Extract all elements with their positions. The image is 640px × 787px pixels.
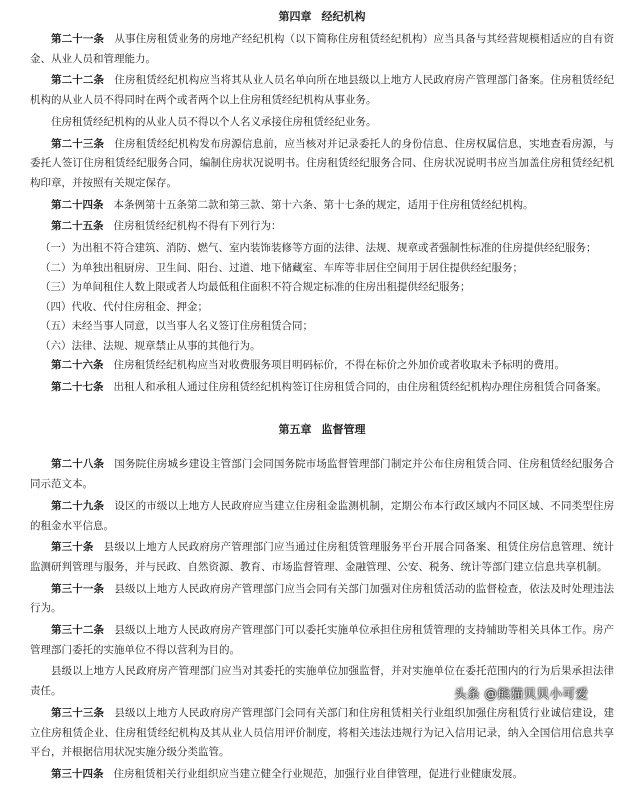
list-item: （二）为单独出租厨房、卫生间、阳台、过道、地下储藏室、车库等非居住空间用于居住提供经纪服务； bbox=[40, 261, 523, 274]
article: 第二十二条 住房租赁经纪机构应当将其从业人员名单向所在地县级以上地方人民政府房产管理部门备案。住房租赁经纪机构的从业人员不得同时在两个或者两个以上住房租赁经纪机构从事业务。 bbox=[30, 74, 615, 107]
chapter-number: 第四章 bbox=[278, 10, 312, 23]
list-item: （一）为出租不符合建筑、消防、燃气、室内装饰装修等方面的法律、法规、规章或者强制性标准的住房提供经纪服务； bbox=[40, 242, 597, 255]
article: 第二十三条 住房租赁经纪机构发布房源信息前，应当核对并记录委托人的身份信息、住房权属信息，实地查看房源，与委托人签订住房租赁经纪服务合同，编制住房状况说明书。住房租赁经纪服务合同、住房状况说明书应当加盖住房租赁经纪机构印章，并按照有关规定保存。 bbox=[30, 137, 615, 189]
chapter-5-heading bbox=[30, 415, 614, 455]
article: 第三十一条 县级以上地方人民政府房产管理部门应当会同有关部门加强对住房租赁活动的监督检查，依法及时处理违法行为。 bbox=[30, 582, 615, 615]
chapter-4-heading bbox=[30, 0, 614, 30]
list-item: （四）代收、代付住房租金、押金； bbox=[40, 300, 208, 313]
article: 第二十七条 出租人和承租人通过住房租赁经纪机构签订住房租赁合同的，由住房租赁经纪机构办理住房租赁合同备案。 bbox=[51, 380, 607, 393]
chapter-number: 第五章 bbox=[278, 423, 312, 437]
article: 第二十六条 住房租赁经纪机构应当对收费服务项目明码标价，不得在标价之外加价或者收取未予标明的费用。 bbox=[51, 359, 565, 372]
article: 第二十八条 国务院住房城乡建设主管部门会同国务院市场监督管理部门制定并公布住房租赁合同、住房租赁经纪服务合同示范文本。 bbox=[30, 458, 615, 491]
article: 第二十四条 本条例第十五条第二款和第三款、第十六条、第十七条的规定，适用于住房租赁经纪机构。 bbox=[51, 198, 534, 211]
article: 第三十四条 住房租赁相关行业组织应当建立健全行业规范，加强行业自律管理，促进行业健康发展。 bbox=[51, 767, 523, 780]
article: 第二十一条 从事住房租赁业务的房地产经纪机构（以下简称住房租赁经纪机构）应当具备与其经营规模相适应的自有资金、从业人员和管理能力。 bbox=[30, 33, 615, 65]
article-paragraph: 县级以上地方人民政府房产管理部门应当对其委托的实施单位加强监督，并对实施单位在委托范围内的行为后果承担法律责任。 bbox=[30, 665, 614, 698]
article: 第二十九条 设区的市级以上地方人民政府应当建立住房租金监测机制，定期公布本行政区域内不同区域、不同类型住房的租金水平信息。 bbox=[30, 499, 615, 532]
source-watermark bbox=[454, 684, 589, 702]
chapter-title: 经纪机构 bbox=[321, 10, 366, 23]
chapter-title: 监督管理 bbox=[321, 423, 366, 437]
list-item: （六）法律、法规、规章禁止从事的其他行为。 bbox=[40, 339, 261, 352]
list-item: （三）为单间租住人数上限或者人均最低租住面积不符合规定标准的住房出租提供经纪服务； bbox=[40, 281, 471, 294]
watermark-prefix: 头条 bbox=[454, 686, 481, 701]
list-item: （五）未经当事人同意，以当事人名义签订住房租赁合同； bbox=[40, 320, 313, 333]
article-paragraph: 住房租赁经纪机构的从业人员不得以个人名义承接住房租赁经纪业务。 bbox=[51, 115, 377, 128]
article: 第三十三条 县级以上地方人民政府房产管理部门会同有关部门和住房租赁相关行业组织加强住房租赁行业诚信建设，建立住房租赁企业、住房租赁经纪机构及其从业人员信用评价制度，将相关违法违规行为记入信用记录，纳入全国信用信息共享平台，并根据信用状况实施分级分类监管。 bbox=[30, 706, 615, 759]
article: 第三十二条 县级以上地方人民政府房产管理部门可以委托实施单位承担住房租赁管理的支持辅助等相关具体工作。房产管理部门委托的实施单位不得以营利为目的。 bbox=[30, 624, 615, 656]
article: 第二十五条 住房租赁经纪机构不得有下列行为： bbox=[51, 220, 282, 233]
article: 第三十条 县级以上地方人民政府房产管理部门应当通过住房租赁管理服务平台开展合同备案、租赁住房信息管理、统计监测研判管理与服务，并与民政、自然资源、教育、市场监督管理、金融管理、公安、税务、统计等部门建立信息共享机制。 bbox=[30, 541, 615, 573]
watermark-handle: @熊猫贝贝小可爱 bbox=[484, 686, 589, 701]
regulation-document bbox=[30, 0, 614, 787]
